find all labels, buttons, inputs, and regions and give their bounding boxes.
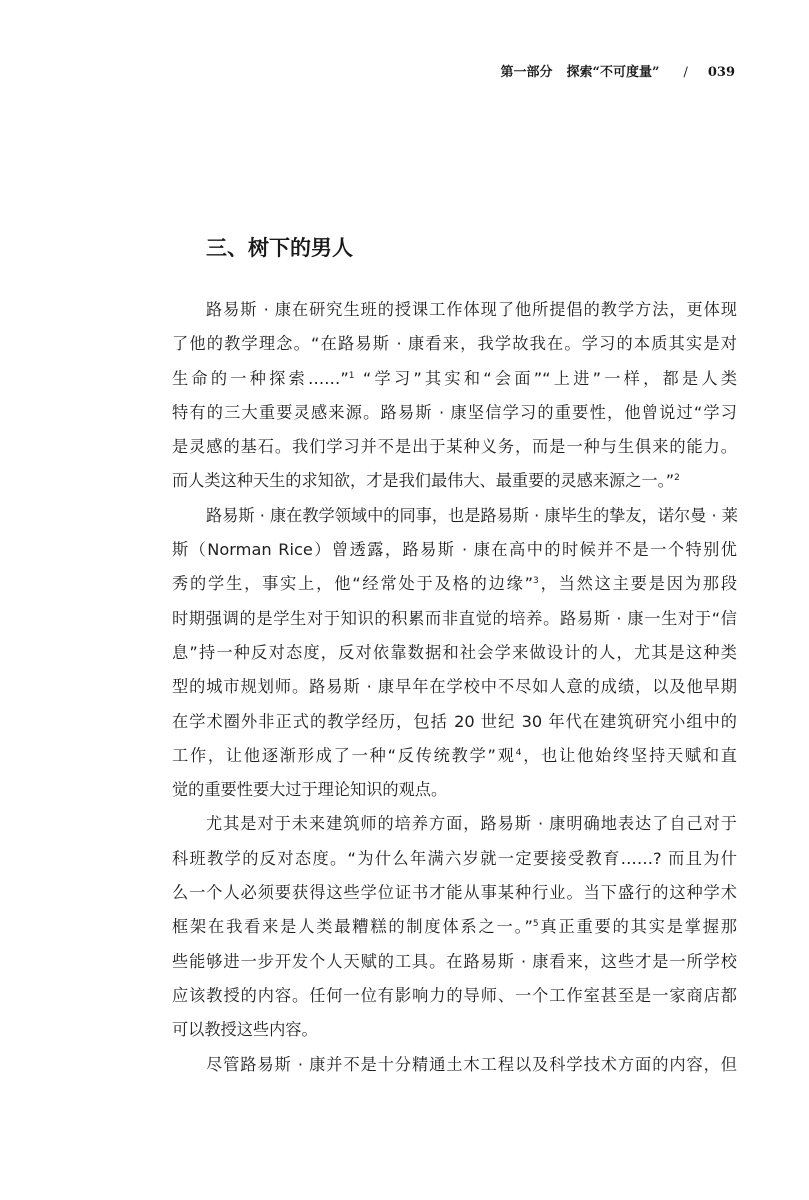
- text-run: 尽管路易斯 · 康并不是十分精通土木工程以及科学技术方面的内容，但: [206, 1054, 737, 1074]
- text-line: [172, 464, 737, 498]
- text-run: 路易斯 · 康在教学领域中的同事，也是路易斯 · 康毕生的挚友，诺尔曼 · 莱: [206, 505, 738, 525]
- text-run: 路易斯 · 康在研究生班的授课工作体现了他所提倡的教学方法，更体现: [206, 300, 737, 319]
- paragraph: [172, 1048, 737, 1082]
- text-line: [172, 636, 737, 670]
- text-run: 在学术圈外非正式的教学经历，包括 20 世纪 30 年代在建筑研究小组中的: [172, 711, 737, 731]
- text-run: 么一个人必须要获得这些学位证书才能从事某种行业。当下盛行的这种学术: [172, 883, 737, 903]
- text-line: [172, 567, 737, 601]
- paragraph: [172, 499, 737, 808]
- section-heading: 三、树下的男人: [206, 236, 353, 260]
- footnote-ref[interactable]: 2: [674, 473, 680, 484]
- footnote-ref[interactable]: 3: [533, 576, 539, 587]
- text-line: [172, 362, 737, 396]
- text-run: 特有的三大重要灵感来源。路易斯 · 康坚信学习的重要性，他曾说过“学习: [172, 402, 737, 422]
- text-line: [172, 842, 737, 876]
- text-run: 科班教学的反对态度。“为什么年满六岁就一定要接受教育……? 而且为什: [172, 848, 737, 868]
- text-line: [172, 430, 737, 464]
- text-line: [172, 327, 737, 361]
- text-run: 时期强调的是学生对于知识的积累而非直觉的培养。路易斯 · 康一生对于“信: [172, 608, 737, 628]
- text-run: 而人类这种天生的求知欲，才是我们最伟大、最重要的灵感来源之一。”: [172, 471, 675, 491]
- text-run: 真正重要的其实是掌握那: [538, 917, 737, 937]
- body-text: [172, 293, 737, 1082]
- text-line: [172, 807, 737, 841]
- text-run: ，也让他始终坚持天赋和直: [521, 745, 737, 765]
- footnote-ref[interactable]: 1: [348, 370, 355, 381]
- text-run: 尤其是对于未来建筑师的培养方面，路易斯 · 康明确地表达了自己对于: [206, 814, 737, 834]
- text-line: [172, 910, 737, 944]
- text-run: 觉的重要性要大过于理论知识的观点。: [172, 780, 448, 800]
- text-line: [172, 979, 737, 1013]
- text-run: “学习”其实和“会面”“上进”一样，都是人类: [354, 368, 738, 388]
- header-section: 探索“不可度量”: [566, 65, 660, 80]
- text-line: [172, 1013, 737, 1047]
- text-line: [172, 1048, 737, 1082]
- text-run: 些能够进一步开发个人天赋的工具。在路易斯 · 康看来，这些才是一所学校: [172, 951, 737, 971]
- text-line: [172, 876, 737, 910]
- text-line: [172, 293, 737, 327]
- running-header: [500, 61, 735, 80]
- paragraph: [172, 807, 737, 1047]
- footnote-ref[interactable]: 5: [532, 919, 539, 930]
- text-line: [172, 945, 737, 979]
- text-line: [172, 602, 737, 636]
- page-number: 039: [707, 65, 735, 80]
- text-run: 秀的学生，事实上，他“经常处于及格的边缘”: [172, 574, 534, 594]
- text-line: [172, 396, 737, 430]
- text-run: 工作，让他逐渐形成了一种“反传统教学”观: [172, 745, 516, 765]
- text-run: ，当然这主要是因为那段: [538, 574, 738, 594]
- text-run: 框架在我看来是人类最糟糕的制度体系之一。”: [172, 917, 533, 937]
- text-run: 型的城市规划师。路易斯 · 康早年在学校中不尽如人意的成绩，以及他早期: [172, 677, 737, 697]
- header-part: 第一部分: [500, 65, 553, 80]
- text-run: 应该教授的内容。任何一位有影响力的导师、一个工作室甚至是一家商店都: [172, 985, 737, 1005]
- text-line: [172, 705, 737, 739]
- text-run: 生命的一种探索……”: [172, 368, 349, 388]
- text-line: [172, 670, 737, 704]
- text-run: 斯（Norman Rice）曾透露，路易斯 · 康在高中的时候并不是一个特别优: [172, 540, 737, 560]
- text-run: 是灵感的基石。我们学习并不是出于某种义务，而是一种与生俱来的能力。: [172, 437, 737, 457]
- header-separator: /: [683, 65, 688, 80]
- text-line: [172, 773, 737, 807]
- paragraph: [172, 293, 737, 499]
- footnote-ref[interactable]: 4: [515, 747, 522, 758]
- text-line: [172, 533, 737, 567]
- text-line: [172, 499, 737, 533]
- text-line: [172, 739, 737, 773]
- text-run: 可以教授这些内容。: [172, 1020, 318, 1040]
- text-run: 了他的教学理念。“在路易斯 · 康看来，我学故我在。学习的本质其实是对: [172, 334, 737, 354]
- text-run: 息”持一种反对态度，反对依靠数据和社会学来做设计的人，尤其是这种类: [172, 642, 737, 662]
